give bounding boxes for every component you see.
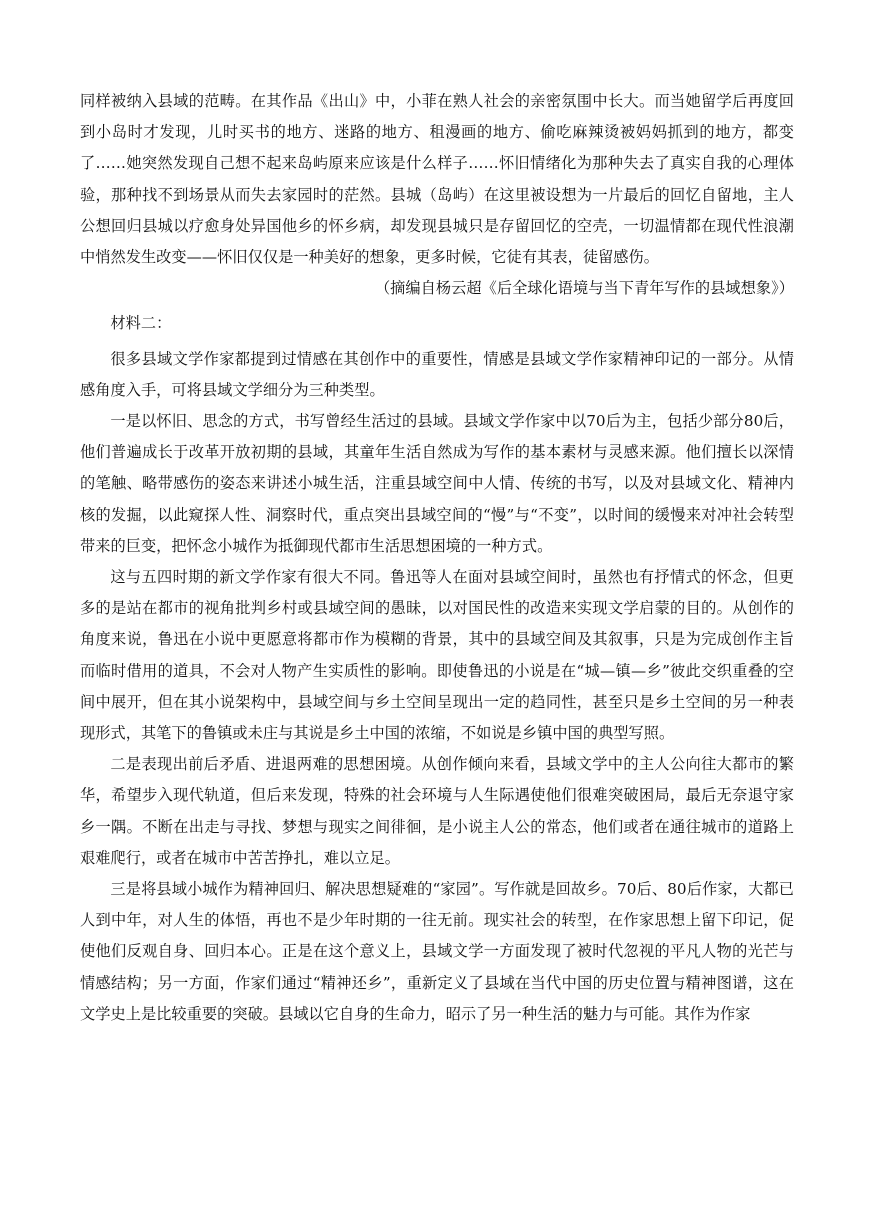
material-two-paragraph-5: 三是将县域小城作为精神回归、解决思想疑难的“家园”。写作就是回故乡。70后、80后作家，大都已人到中年，对人生的体悟，再也不是少年时期的一往无前。现实社会的转型，在作家思想上留下印记，促使他们反观自身、回归本心。正是在这个意义上，县域文学一方面发现了被时代忽视的平凡人物的光芒与情感结构；另一方面，作家们通过“精神还乡”，重新定义了县域在当代中国的历史位置与精神图谱，这在文学史上是比较重要的突破。县域以它自身的生命力，昭示了另一种生活的魅力与可能。其作为作家 <box>80 880 794 1023</box>
material-two-paragraph-2: 一是以怀旧、思念的方式，书写曾经生活过的县域。县域文学作家中以70后为主，包括少部分80后，他们普遍成长于改革开放初期的县域，其童年生活自然成为写作的基本素材与灵感来源。他们擅长以深情的笔触、略带感伤的姿态来讲述小城生活，注重县域空间中人情、传统的书写，以及对县域文化、精神内核的发掘，以此窥探人性、洞察时代，重点突出县域空间的“慢”与“不变”，以时间的缓慢来对冲社会转型带来的巨变，把怀念小城作为抵御现代都市生活思想困境的一种方式。 <box>80 412 794 555</box>
document-page <box>80 86 794 1030</box>
material-one-paragraph: 同样被纳入县域的范畴。在其作品《出山》中，小菲在熟人社会的亲密氛围中长大。而当她留学后再度回到小岛时才发现，儿时买书的地方、迷路的地方、租漫画的地方、偷吃麻辣烫被妈妈抓到的地方，都变了……她突然发现自己想不起来岛屿原来应该是什么样子……怀旧情绪化为那种失去了真实自我的心理体验，那种找不到场景从而失去家园时的茫然。县城（岛屿）在这里被设想为一片最后的回忆自留地，主人公想回归县城以疗愈身处异国他乡的怀乡病，却发现县城只是存留回忆的空壳，一切温情都在现代性浪潮中悄然发生改变——怀旧仅仅是一种美好的想象，更多时候，它徒有其表，徒留感伤。 <box>80 92 794 267</box>
material-two-paragraph-3: 这与五四时期的新文学作家有很大不同。鲁迅等人在面对县域空间时，虽然也有抒情式的怀念，但更多的是站在都市的视角批判乡村或县域空间的愚昧，以对国民性的改造来实现文学启蒙的目的。从创作的角度来说，鲁迅在小说中更愿意将都市作为模糊的背景，其中的县域空间及其叙事，只是为完成创作主旨而临时借用的道具，不会对人物产生实质性的影响。即使鲁迅的小说是在“城—镇—乡”彼此交织重叠的空间中展开，但在其小说架构中，县域空间与乡土空间呈现出一定的趋同性，甚至只是乡土空间的另一种表现形式，其笔下的鲁镇或未庄与其说是乡土中国的浓缩，不如说是乡镇中国的典型写照。 <box>80 568 794 743</box>
material-two-paragraph-4: 二是表现出前后矛盾、进退两难的思想困境。从创作倾向来看，县域文学中的主人公向往大都市的繁华，希望步入现代轨道，但后来发现，特殊的社会环境与人生际遇使他们很难突破困局，最后无奈退守家乡一隅。不断在出走与寻找、梦想与现实之间徘徊，是小说主人公的常态，他们或者在通往城市的道路上艰难爬行，或者在城市中苦苦挣扎，难以立足。 <box>80 755 794 867</box>
material-two-paragraph-1: 很多县域文学作家都提到过情感在其创作中的重要性，情感是县域文学作家精神印记的一部分。从情感角度入手，可将县域文学细分为三种类型。 <box>80 349 794 399</box>
material-two-heading: 材料二： <box>110 314 172 333</box>
source-citation: （摘编自杨云超《后全球化语境与当下青年写作的县域想象》） <box>374 279 794 298</box>
